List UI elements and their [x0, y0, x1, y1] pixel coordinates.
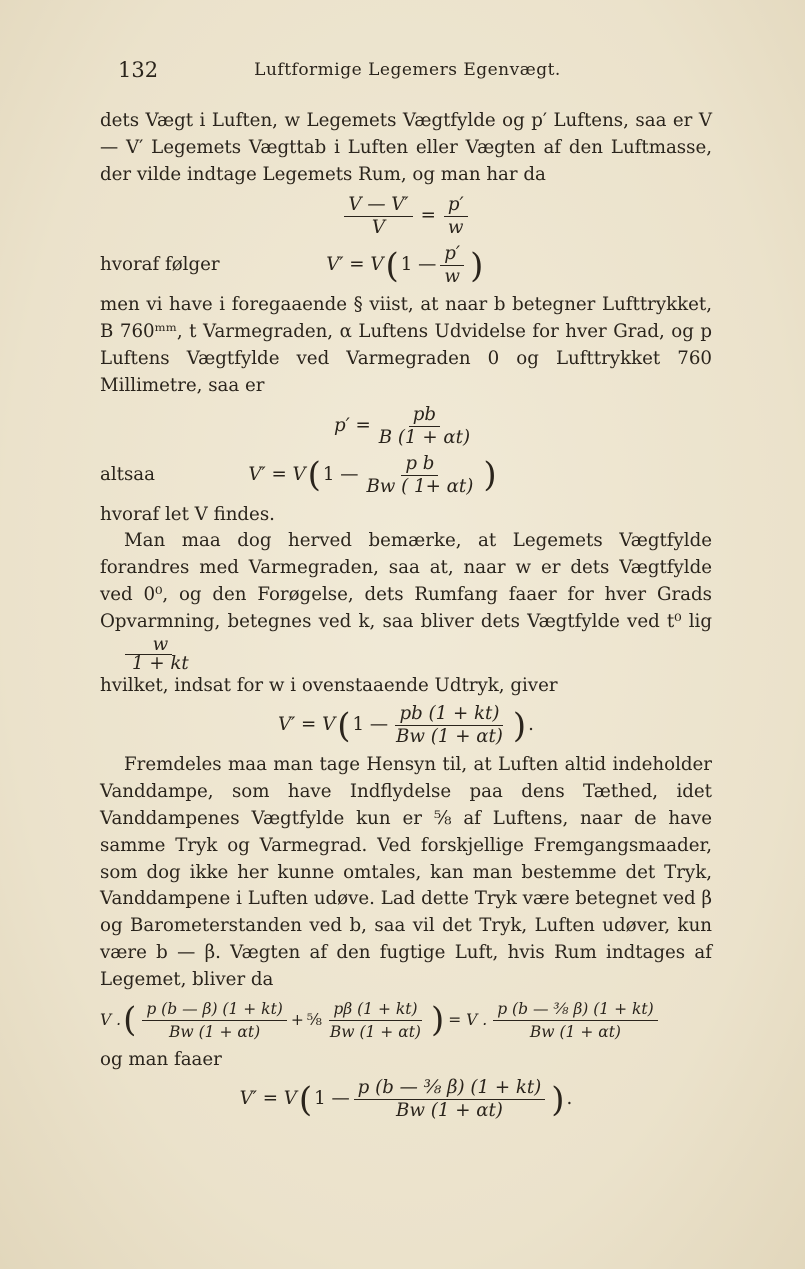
page-header — [100, 52, 715, 86]
paragraph-4: Man maa dog herved bemærke, at Legemets Vægtfylde forandres med Varmegraden, saa at, naar w er dets Vægtfylde ved 0⁰, og den Forøgelse, dets Rumfang faaer for hver Grads Opvarmning, betegnes ved k, saa bliver dets Vægtfylde ved t⁰ lig $\frac{w}{1 + kt}$ — [100, 530, 712, 674]
equation-7: V′ = V ( 1 — $\frac{\text{p (b — ⅜ β) (1 + kt)}}{Bw (1 + \alpha t)}$ ) . — [239, 1077, 573, 1122]
fraction: $\frac{\text{p (b — ⅜ β) (1 + kt)}}{Bw (1 + \alpha t)}$ — [493, 998, 657, 1043]
fraction: $\frac{V — V'}{V}$ — [344, 194, 412, 239]
label-hvoraf-folger: hvoraf følger — [100, 254, 220, 276]
paragraph-7: og man faaer — [100, 1048, 222, 1070]
paragraph-1: dets Vægt i Luften, w Legemets Vægtfylde og p′ Luftens, saa er V — V′ Legemets Vægttab i Luften eller Vægten af den Luftmasse, der vilde indtage Legemets Rum, og man har da — [100, 110, 712, 185]
fraction: $\frac{p (b — \beta) (1 + kt)}{Bw (1 + \alpha t)}$ — [142, 998, 287, 1043]
paragraph-5: hvilket, indsat for w i ovenstaaende Udtryk, giver — [100, 674, 558, 696]
equation-2: hvoraf følger V′ = V ( 1 — $\frac{p'}{w}$ ) — [100, 243, 484, 288]
paragraph-2: men vi have i foregaaende § viist, at naar b betegner Lufttrykket, B 760ᵐᵐ, t Varmegraden, α Luftens Udvidelse for hver Grad, og p Luftens Vægtfylde ved Varmegraden 0 og Lufttrykket 760 Millimetre, saa er — [100, 294, 712, 396]
fraction: $\frac{\text{p b}}{Bw ( 1+ \alpha t)}$ — [366, 452, 474, 497]
fraction: $\frac{p'}{w}$ — [444, 194, 468, 239]
fraction: $\frac{pb}{B (1 + \alpha t)}$ — [378, 403, 471, 448]
running-title: Luftformige Legemers Egenvægt. — [254, 60, 561, 80]
equation-5: V′ = V ( 1 — $\frac{pb (1 + kt)}{Bw (1 + \alpha t)}$ ) . — [278, 703, 534, 748]
page-number: 132 — [118, 58, 159, 82]
equation-6: V . ( $\frac{p (b — \beta) (1 + kt)}{Bw (1 + \alpha t)}$ + ⅝ $\frac{p\beta (1 + kt)}{Bw (1 + \alpha t)}$ ) = V . $\frac{\text{p (b — ⅜ β) (1 + kt)}}{Bw (1 + \alpha t)}$ — [100, 998, 712, 1043]
equation-3: p′ = $\frac{pb}{B (1 + \alpha t)}$ — [100, 404, 712, 449]
fraction: $\frac{pb (1 + kt)}{Bw (1 + \alpha t)}$ — [396, 703, 503, 748]
equation-1: $\frac{V — V'}{V}$ = $\frac{p'}{w}$ — [100, 194, 712, 239]
fraction: $\frac{p'}{w}$ — [440, 243, 464, 288]
label-altsaa: altsaa — [100, 463, 155, 485]
fraction: $\frac{p\beta (1 + kt)}{Bw (1 + \alpha t)}$ — [329, 999, 421, 1041]
page-body — [100, 108, 712, 1126]
equation-4: altsaa V′ = V ( 1 — $\frac{\text{p b}}{Bw ( 1+ \alpha t)}$ ) — [100, 452, 497, 497]
fraction: $\frac{\text{p (b — ⅜ β) (1 + kt)}}{Bw (1 + \alpha t)}$ — [354, 1077, 546, 1122]
inline-fraction: $\frac{w}{1 + kt}$ — [104, 636, 193, 673]
paragraph-6: Fremdeles maa man tage Hensyn til, at Luften altid indeholder Vanddampe, som have Indflydelse paa dens Tæthed, idet Vanddampenes Vægtfylde kun er ⅝ af Luftens, naar de have samme Tryk og Varmegrad. Ved forskjellige Fremgangsmaader, som dog ikke her kunne omtales, kan man bestemme det Tryk, Vanddampene i Luften udøve. Lad dette Tryk være betegnet ved β og Barometerstanden ved b, saa vil det Tryk, Luften udøver, kun være b — β. Vægten af den fugtige Luft, hvis Rum indtages af Legemet, bliver da — [100, 754, 712, 990]
paragraph-3: hvoraf let V findes. — [100, 503, 275, 525]
